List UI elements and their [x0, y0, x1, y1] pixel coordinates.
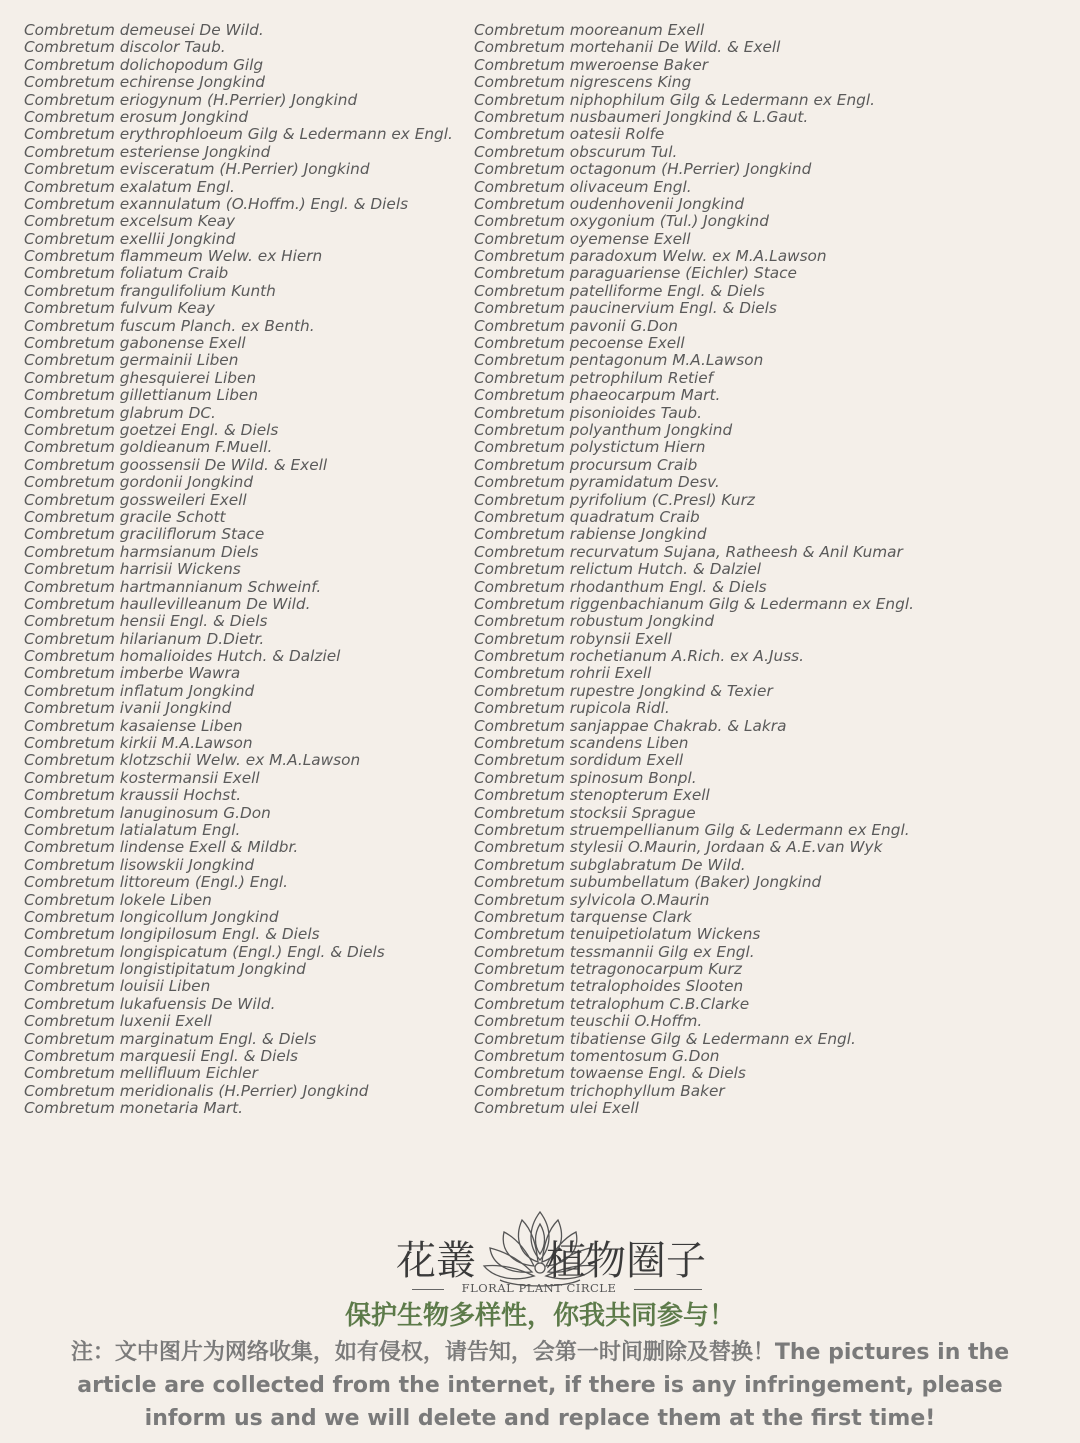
species-item: Combretum goetzei Engl. & Diels [24, 420, 279, 439]
copyright-notice: 注：文中图片为网络收集，如有侵权，请告知，会第一时间删除及替换！The pictures in the article are collected from the internet, if there is any infringement, please inform us and we will delete and replace them at the first time! [70, 1340, 1010, 1431]
species-item: Combretum exellii Jongkind [24, 229, 236, 248]
species-item: Combretum subglabratum De Wild. [474, 855, 746, 874]
species-item: Combretum goossensii De Wild. & Exell [24, 455, 328, 474]
species-item: Combretum discolor Taub. [24, 38, 226, 57]
species-item: Combretum tetragonocarpum Kurz [474, 960, 742, 979]
logo-text-right: 植物圈子 [546, 1238, 706, 1284]
species-item: Combretum lukafuensis De Wild. [24, 994, 276, 1013]
species-item: Combretum stenopterum Exell [474, 786, 710, 805]
species-item: Combretum subumbellatum (Baker) Jongkind [474, 873, 822, 892]
species-item: Combretum nigrescens King [474, 73, 692, 92]
species-item: Combretum haullevilleanum De Wild. [24, 594, 311, 613]
species-item: Combretum petrophilum Retief [474, 368, 714, 387]
species-item: Combretum stocksii Sprague [474, 803, 696, 822]
species-item: Combretum lokele Liben [24, 890, 212, 909]
species-item: Combretum klotzschii Welw. ex M.A.Lawson [24, 751, 361, 770]
species-item: Combretum paraguariense (Eichler) Stace [474, 264, 797, 283]
species-item: Combretum flammeum Welw. ex Hiern [24, 247, 323, 266]
species-item: Combretum pavonii G.Don [474, 316, 678, 335]
species-item: Combretum excelsum Keay [24, 212, 236, 231]
species-item: Combretum longicollum Jongkind [24, 907, 279, 926]
species-item: Combretum oatesii Rolfe [474, 125, 665, 144]
species-item: Combretum marquesii Engl. & Diels [24, 1047, 299, 1066]
species-item: Combretum pyramidatum Desv. [474, 473, 720, 492]
species-item: Combretum rhodanthum Engl. & Diels [474, 577, 767, 596]
logo-rule-left [412, 1289, 444, 1290]
species-item: Combretum pisonioides Taub. [474, 403, 702, 422]
species-item: Combretum louisii Liben [24, 977, 211, 996]
species-item: Combretum octagonum (H.Perrier) Jongkind [474, 160, 812, 179]
species-item: Combretum relictum Hutch. & Dalziel [474, 560, 762, 579]
species-item: Combretum niphophilum Gilg & Ledermann ex Engl. [474, 90, 875, 109]
species-item: Combretum phaeocarpum Mart. [474, 386, 721, 405]
species-item: Combretum pyrifolium (C.Presl) Kurz [474, 490, 755, 509]
species-item: Combretum rochetianum A.Rich. ex A.Juss. [474, 647, 805, 666]
species-item: Combretum mweroense Baker [474, 55, 709, 74]
species-item: Combretum sylvicola O.Maurin [474, 890, 710, 909]
species-list-right [474, 22, 1074, 1118]
species-item: Combretum stylesii O.Maurin, Jordaan & A.E.van Wyk [474, 838, 883, 857]
species-item: Combretum struempellianum Gilg & Ledermann ex Engl. [474, 820, 910, 839]
species-item: Combretum riggenbachianum Gilg & Ledermann ex Engl. [474, 594, 914, 613]
species-item: Combretum gillettianum Liben [24, 386, 259, 405]
species-item: Combretum trichophyllum Baker [474, 1081, 725, 1100]
species-item: Combretum lindense Exell & Mildbr. [24, 838, 299, 857]
species-item: Combretum latialatum Engl. [24, 820, 241, 839]
species-item: Combretum recurvatum Sujana, Ratheesh & Anil Kumar [474, 542, 903, 561]
species-item: Combretum fuscum Planch. ex Benth. [24, 316, 315, 335]
species-item: Combretum kasaiense Liben [24, 716, 243, 735]
species-item: Combretum evisceratum (H.Perrier) Jongkind [24, 160, 370, 179]
species-item: Combretum tenuipetiolatum Wickens [474, 925, 761, 944]
species-item: Combretum robynsii Exell [474, 629, 672, 648]
species-item: Combretum exalatum Engl. [24, 177, 235, 196]
species-item: Combretum imberbe Wawra [24, 664, 241, 683]
species-item: Combretum goldieanum F.Muell. [24, 438, 273, 457]
species-item: Combretum exannulatum (O.Hoffm.) Engl. & Diels [24, 194, 409, 213]
species-item: Combretum rupicola Ridl. [474, 699, 670, 718]
species-item: Combretum spinosum Bonpl. [474, 768, 697, 787]
species-item: Combretum towaense Engl. & Diels [474, 1064, 746, 1083]
species-item: Combretum rabiense Jongkind [474, 525, 707, 544]
species-item: Combretum longipilosum Engl. & Diels [24, 925, 320, 944]
species-item: Combretum hartmannianum Schweinf. [24, 577, 322, 596]
species-item: Combretum gossweileri Exell [24, 490, 247, 509]
species-item: Combretum foliatum Craib [24, 264, 229, 283]
species-item: Combretum longispicatum (Engl.) Engl. & Diels [24, 942, 385, 961]
species-item: Combretum harrisii Wickens [24, 560, 241, 579]
species-item: Combretum demeusei De Wild. [24, 21, 264, 39]
species-item: Combretum meridionalis (H.Perrier) Jongkind [24, 1081, 369, 1100]
slogan: 保护生物多样性，你我共同参与！ [344, 1301, 735, 1331]
species-item: Combretum marginatum Engl. & Diels [24, 1029, 317, 1048]
species-item: Combretum quadratum Craib [474, 507, 700, 526]
species-item: Combretum kraussii Hochst. [24, 786, 242, 805]
species-item: Combretum nusbaumeri Jongkind & L.Gaut. [474, 107, 809, 126]
species-item: Combretum patelliforme Engl. & Diels [474, 281, 765, 300]
species-item: Combretum paucinervium Engl. & Diels [474, 299, 777, 318]
species-item: Combretum frangulifolium Kunth [24, 281, 276, 300]
species-item: Combretum mellifluum Eichler [24, 1064, 258, 1083]
species-item: Combretum olivaceum Engl. [474, 177, 692, 196]
species-item: Combretum sanjappae Chakrab. & Lakra [474, 716, 787, 735]
species-item: Combretum ivanii Jongkind [24, 699, 232, 718]
species-item: Combretum harmsianum Diels [24, 542, 259, 561]
species-item: Combretum robustum Jongkind [474, 612, 715, 631]
species-item: Combretum rohrii Exell [474, 664, 652, 683]
species-item: Combretum mooreanum Exell [474, 21, 705, 39]
species-item: Combretum erosum Jongkind [24, 107, 249, 126]
species-item: Combretum tessmannii Gilg ex Engl. [474, 942, 755, 961]
species-item: Combretum glabrum DC. [24, 403, 216, 422]
species-item: Combretum procursum Craib [474, 455, 698, 474]
species-item: Combretum obscurum Tul. [474, 142, 678, 161]
species-item: Combretum rupestre Jongkind & Texier [474, 681, 773, 700]
species-item: Combretum sordidum Exell [474, 751, 684, 770]
species-item: Combretum luxenii Exell [24, 1012, 212, 1031]
species-item: Combretum paradoxum Welw. ex M.A.Lawson [474, 247, 827, 266]
species-item: Combretum graciliflorum Stace [24, 525, 265, 544]
species-item: Combretum tomentosum G.Don [474, 1047, 720, 1066]
species-item: Combretum polyanthum Jongkind [474, 420, 733, 439]
species-item: Combretum oudenhovenii Jongkind [474, 194, 745, 213]
species-item: Combretum tibatiense Gilg & Ledermann ex Engl. [474, 1029, 856, 1048]
species-item: Combretum homalioides Hutch. & Dalziel [24, 647, 341, 666]
species-item: Combretum dolichopodum Gilg [24, 55, 264, 74]
species-item: Combretum gordonii Jongkind [24, 473, 254, 492]
species-item: Combretum kostermansii Exell [24, 768, 260, 787]
species-item: Combretum erythrophloeum Gilg & Ledermann ex Engl. [24, 125, 453, 144]
species-item: Combretum gabonense Exell [24, 334, 246, 353]
species-item: Combretum pecoense Exell [474, 334, 685, 353]
species-item: Combretum lisowskii Jongkind [24, 855, 255, 874]
species-item: Combretum tetralophum C.B.Clarke [474, 994, 750, 1013]
species-item: Combretum oxygonium (Tul.) Jongkind [474, 212, 769, 231]
species-item: Combretum littoreum (Engl.) Engl. [24, 873, 288, 892]
species-item: Combretum polystictum Hiern [474, 438, 706, 457]
species-item: Combretum echirense Jongkind [24, 73, 266, 92]
logo-text-left: 花叢 [396, 1238, 476, 1284]
species-item: Combretum teuschii O.Hoffm. [474, 1012, 703, 1031]
species-item: Combretum monetaria Mart. [24, 1099, 244, 1118]
species-item: Combretum lanuginosum G.Don [24, 803, 271, 822]
species-item: Combretum ulei Exell [474, 1099, 639, 1118]
species-item: Combretum oyemense Exell [474, 229, 691, 248]
species-item: Combretum longistipitatum Jongkind [24, 960, 306, 979]
logo-subtitle: FLORAL PLANT CIRCLE [461, 1281, 617, 1295]
species-item: Combretum tarquense Clark [474, 907, 692, 926]
species-item: Combretum hilarianum D.Dietr. [24, 629, 265, 648]
logo-rule-right [634, 1289, 702, 1290]
species-item: Combretum germainii Liben [24, 351, 239, 370]
species-item: Combretum inflatum Jongkind [24, 681, 255, 700]
species-item: Combretum mortehanii De Wild. & Exell [474, 38, 781, 57]
species-item: Combretum kirkii M.A.Lawson [24, 734, 253, 753]
species-item: Combretum eriogynum (H.Perrier) Jongkind [24, 90, 358, 109]
species-item: Combretum esteriense Jongkind [24, 142, 271, 161]
species-item: Combretum gracile Schott [24, 507, 226, 526]
species-item: Combretum tetralophoides Slooten [474, 977, 744, 996]
species-item: Combretum hensii Engl. & Diels [24, 612, 268, 631]
species-item: Combretum fulvum Keay [24, 299, 215, 318]
species-item: Combretum pentagonum M.A.Lawson [474, 351, 764, 370]
species-list-left [24, 22, 464, 1118]
species-item: Combretum ghesquierei Liben [24, 368, 257, 387]
species-item: Combretum scandens Liben [474, 734, 689, 753]
